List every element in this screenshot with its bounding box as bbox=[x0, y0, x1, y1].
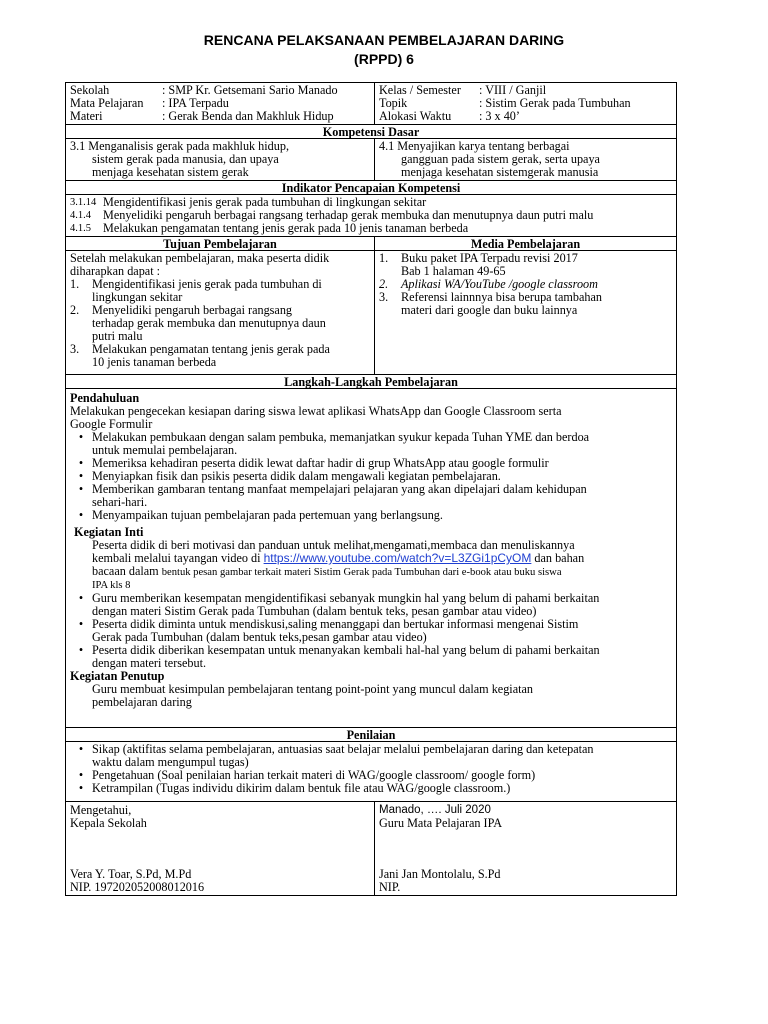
tujuan-intro: diharapkan dapat : bbox=[70, 264, 161, 278]
identity-value: : IPA Terpadu bbox=[162, 96, 229, 110]
signature-right bbox=[375, 802, 676, 895]
signature-name: Vera Y. Toar, S.Pd, M.Pd bbox=[70, 867, 192, 881]
signature-role: Guru Mata Pelajaran IPA bbox=[378, 816, 503, 830]
media-number: 3. bbox=[378, 290, 389, 304]
indikator-number: 4.1.5 bbox=[70, 223, 91, 234]
kompetensi-text: menjaga kesehatan sistemgerak manusia bbox=[400, 165, 599, 179]
indikator-list bbox=[66, 195, 676, 237]
pendahuluan-item: • Menyampaikan tujuan pembelajaran pada pertemuan yang berlangsung. bbox=[78, 508, 443, 522]
kompetensi-text: 4.1 Menyajikan karya tentang berbagai bbox=[378, 139, 570, 153]
penilaian-text: Sikap (aktifitas selama pembelajaran, antuasias saat belajar melalui pembelajaran daring dan ketepatan bbox=[92, 742, 594, 756]
kegiatan-inti-text: Gerak pada Tumbuhan (dalam bentuk teks,pesan gambar atau video) bbox=[92, 630, 427, 644]
identity-item bbox=[70, 110, 370, 123]
rpp-table bbox=[65, 82, 677, 896]
kegiatan-inti-text: bacaan dalam bbox=[92, 564, 159, 578]
pendahuluan-item: • Melakukan pembukaan dengan salam pembuka, memanjatkan syukur kepada Tuhan YME dan berdoa untuk memulai pembelajaran. bbox=[78, 430, 590, 457]
penilaian-text: waktu dalam mengumpul tugas) bbox=[92, 755, 249, 769]
tujuan-header: Tujuan Pembelajaran bbox=[66, 237, 375, 251]
indikator-text: Mengidentifikasi jenis gerak pada tumbuhan di lingkungan sekitar bbox=[103, 195, 427, 209]
identity-key: Mata Pelajaran bbox=[70, 96, 144, 110]
pendahuluan-text: Memberikan gambaran tentang manfaat mempelajari pelajaran yang akan dipelajari dalam kehidupan bbox=[92, 482, 587, 496]
kompetensi-header: Kompetensi Dasar bbox=[66, 125, 676, 139]
kegiatan-inti-text-link bbox=[92, 552, 672, 565]
kegiatan-inti-text: dengan materi Sistim Gerak pada Tumbuhan (dalam bentuk teks, pesan gambar atau video) bbox=[92, 604, 537, 618]
indikator-text: Menyelidiki pengaruh berbagai rangsang terhadap gerak membuka dan menutupnya daun putri malu bbox=[103, 208, 594, 222]
identity-value: : Gerak Benda dan Makhluk Hidup bbox=[162, 109, 334, 123]
indikator-number: 3.1.14 bbox=[70, 197, 97, 208]
identity-left bbox=[66, 83, 375, 124]
signature-name: Jani Jan Montolalu, S.Pd bbox=[378, 867, 501, 881]
tujuan-media-header bbox=[66, 237, 676, 251]
tujuan-intro: Setelah melakukan pembelajaran, maka peserta didik bbox=[70, 251, 330, 265]
penilaian-header: Penilaian bbox=[66, 728, 676, 742]
kompetensi-text: gangguan pada sistem gerak, serta upaya bbox=[400, 152, 600, 166]
kegiatan-penutup-text: pembelajaran daring bbox=[92, 695, 192, 709]
kompetensi-text: sistem gerak pada manusia, dan upaya bbox=[92, 152, 279, 166]
pendahuluan-text: Memeriksa kehadiran peserta didik lewat daftar hadir di grup WhatsApp atau google formulir bbox=[92, 456, 549, 470]
tujuan-text: 10 jenis tanaman berbeda bbox=[92, 355, 217, 369]
media-number: 2. bbox=[378, 277, 389, 291]
tujuan-media-row bbox=[66, 251, 676, 375]
identity-key: Alokasi Waktu bbox=[378, 109, 452, 123]
identity-key: Kelas / Semester bbox=[378, 83, 461, 97]
kegiatan-inti-text: Guru memberikan kesempatan mengidentifikasi sebanyak mungkin hal yang belum di pahami berkaitan bbox=[92, 591, 600, 605]
media-text: materi dari google dan buku lainnya bbox=[400, 303, 578, 317]
pendahuluan-text: sehari-hari. bbox=[92, 495, 148, 509]
pendahuluan-text: Melakukan pengecekan kesiapan daring siswa lewat aplikasi WhatsApp dan Google Classroom serta bbox=[70, 404, 562, 418]
media-number: 1. bbox=[378, 251, 389, 265]
identity-row bbox=[66, 83, 676, 125]
kegiatan-inti-text: Peserta didik diminta untuk mendiskusi,saling menanggapi dan bertukar informasi mengenai Sistim bbox=[92, 617, 579, 631]
identity-value: : SMP Kr. Getsemani Sario Manado bbox=[162, 83, 338, 97]
tujuan-item bbox=[70, 304, 370, 343]
kegiatan-penutup-title: Kegiatan Penutup bbox=[70, 669, 165, 683]
kegiatan-inti-title: Kegiatan Inti bbox=[74, 525, 144, 539]
langkah-header: Langkah-Langkah Pembelajaran bbox=[66, 375, 676, 389]
tujuan-number: 2. bbox=[70, 303, 80, 317]
pendahuluan-text: Menyiapkan fisik dan psikis peserta didik dalam mengawali kegiatan pembelajaran. bbox=[92, 469, 501, 483]
penilaian-item: • Ketrampilan (Tugas individu dikirim dalam bentuk file atau WAG/google classroom.) bbox=[78, 781, 511, 795]
tujuan-number: 1. bbox=[70, 277, 80, 291]
kegiatan-inti-text: Peserta didik di beri motivasi dan panduan untuk melihat,mengamati,membaca dan menuliskannya bbox=[92, 538, 575, 552]
kegiatan-penutup-text: Guru membuat kesimpulan pembelajaran tentang point-point yang muncul dalam kegiatan bbox=[92, 682, 533, 696]
tujuan-text: lingkungan sekitar bbox=[92, 290, 183, 304]
indikator-number: 4.1.4 bbox=[70, 210, 91, 221]
kegiatan-inti-text: bentuk pesan gambar terkait materi Sistim Gerak pada Tumbuhan dari e-book atau buku siswa bbox=[161, 567, 562, 578]
identity-value: : Sistim Gerak pada Tumbuhan bbox=[478, 96, 631, 110]
pendahuluan-text: Menyampaikan tujuan pembelajaran pada pertemuan yang berlangsung. bbox=[92, 508, 443, 522]
signature-left bbox=[66, 802, 375, 895]
media-list bbox=[375, 251, 676, 374]
penilaian-item: • Pengetahuan (Soal penilaian harian terkait materi di WAG/google classroom/ google form) bbox=[78, 768, 536, 782]
signature-row bbox=[66, 802, 676, 895]
tujuan-text: putri malu bbox=[92, 329, 143, 343]
kegiatan-inti-item: • Peserta didik diberikan kesempatan untuk menanyakan kembali hal-hal yang belum di pahami berkaitan dengan materi tersebut. bbox=[78, 643, 600, 670]
signature-role: Kepala Sekolah bbox=[70, 816, 147, 830]
tujuan-text: terhadap gerak membuka dan menutupnya daun bbox=[92, 316, 326, 330]
media-text: Buku paket IPA Terpadu revisi 2017 bbox=[400, 251, 578, 265]
signature-nip: NIP. bbox=[378, 880, 401, 894]
kegiatan-inti-text: dengan materi tersebut. bbox=[92, 656, 207, 670]
signature-date: Manado, …. Juli 2020 bbox=[378, 804, 491, 816]
media-text: Referensi lainnnya bisa berupa tambahan bbox=[400, 290, 603, 304]
kompetensi-text: menjaga kesehatan sistem gerak bbox=[92, 165, 249, 179]
identity-value: : VIII / Ganjil bbox=[478, 83, 547, 97]
pendahuluan-text: Melakukan pembukaan dengan salam pembuka, memanjatkan syukur kepada Tuhan YME dan berdoa bbox=[92, 430, 590, 444]
pendahuluan-item: • Menyiapkan fisik dan psikis peserta didik dalam mengawali kegiatan pembelajaran. bbox=[78, 469, 501, 483]
indikator-header: Indikator Pencapaian Kompetensi bbox=[66, 181, 676, 195]
tujuan-list bbox=[66, 251, 375, 374]
media-item bbox=[379, 252, 672, 278]
identity-key: Topik bbox=[378, 96, 408, 110]
document-title: RENCANA PELAKSANAAN PEMBELAJARAN DARING bbox=[203, 32, 565, 48]
kompetensi-right bbox=[375, 139, 676, 180]
signature-label: Mengetahui, bbox=[70, 803, 132, 817]
tujuan-item bbox=[70, 278, 370, 304]
kegiatan-inti-text: Peserta didik diberikan kesempatan untuk menanyakan kembali hal-hal yang belum di pahami berkaitan bbox=[92, 643, 600, 657]
pendahuluan-text: Google Formulir bbox=[70, 417, 153, 431]
document-subtitle: (RPPD) 6 bbox=[354, 51, 414, 67]
identity-value: : 3 x 40’ bbox=[478, 109, 520, 123]
pendahuluan-item: • Memberikan gambaran tentang manfaat mempelajari pelajaran yang akan dipelajari dalam kehidupan sehari-hari. bbox=[78, 482, 587, 509]
media-item bbox=[379, 291, 672, 317]
tujuan-number: 3. bbox=[70, 342, 80, 356]
kompetensi-text: 3.1 Menganalisis gerak pada makhluk hidup, bbox=[70, 139, 289, 153]
indikator-item bbox=[70, 222, 672, 235]
media-text: Bab 1 halaman 49-65 bbox=[400, 264, 506, 278]
identity-item bbox=[379, 110, 672, 123]
tujuan-text: Mengidentifikasi jenis gerak pada tumbuhan di bbox=[92, 277, 322, 291]
identity-right bbox=[375, 83, 676, 124]
kegiatan-inti-text: IPA kls 8 bbox=[92, 580, 131, 591]
penilaian-list bbox=[66, 742, 676, 802]
media-header: Media Pembelajaran bbox=[470, 237, 581, 251]
tujuan-item bbox=[70, 343, 370, 369]
pendahuluan-item: • Memeriksa kehadiran peserta didik lewat daftar hadir di grup WhatsApp atau google formulir bbox=[78, 456, 549, 470]
identity-key: Sekolah bbox=[70, 83, 110, 97]
kegiatan-inti-text: dan bahan bbox=[534, 551, 585, 565]
tujuan-text: Melakukan pengamatan tentang jenis gerak pada bbox=[92, 342, 330, 356]
penilaian-text: Ketrampilan (Tugas individu dikirim dalam bentuk file atau WAG/google classroom.) bbox=[92, 781, 511, 795]
pendahuluan-text: untuk memulai pembelajaran. bbox=[92, 443, 238, 457]
kegiatan-inti-item: • Peserta didik diminta untuk mendiskusi,saling menanggapi dan bertukar informasi mengenai Sistim Gerak pada Tumbuhan (dalam bentuk teks,pesan gambar atau video) bbox=[78, 617, 579, 644]
youtube-link[interactable]: https://www.youtube.com/watch?v=L3ZGi1pCyOM bbox=[263, 551, 532, 565]
kompetensi-row bbox=[66, 139, 676, 181]
penilaian-item: • Sikap (aktifitas selama pembelajaran, antuasias saat belajar melalui pembelajaran daring dan ketepatan waktu dalam mengumpul tugas) bbox=[78, 742, 594, 769]
tujuan-text: Menyelidiki pengaruh berbagai rangsang bbox=[92, 303, 293, 317]
kegiatan-inti-text: kembali melalui tayangan video di bbox=[92, 551, 261, 565]
identity-key: Materi bbox=[70, 109, 103, 123]
kegiatan-inti-item: • Guru memberikan kesempatan mengidentifikasi sebanyak mungkin hal yang belum di pahami berkaitan dengan materi Sistim Gerak pada Tumbuhan (dalam bentuk teks, pesan gambar atau video) bbox=[78, 591, 600, 618]
pendahuluan-title: Pendahuluan bbox=[70, 391, 140, 405]
kegiatan-inti-text-line bbox=[92, 565, 672, 579]
indikator-text: Melakukan pengamatan tentang jenis gerak pada 10 jenis tanaman berbeda bbox=[103, 221, 469, 235]
langkah-content bbox=[66, 389, 676, 728]
media-text: Aplikasi WA/YouTube /google classroom bbox=[400, 277, 598, 291]
kompetensi-left bbox=[66, 139, 375, 180]
penilaian-text: Pengetahuan (Soal penilaian harian terkait materi di WAG/google classroom/ google form) bbox=[92, 768, 536, 782]
signature-nip: NIP. 197202052008012016 bbox=[70, 880, 205, 894]
